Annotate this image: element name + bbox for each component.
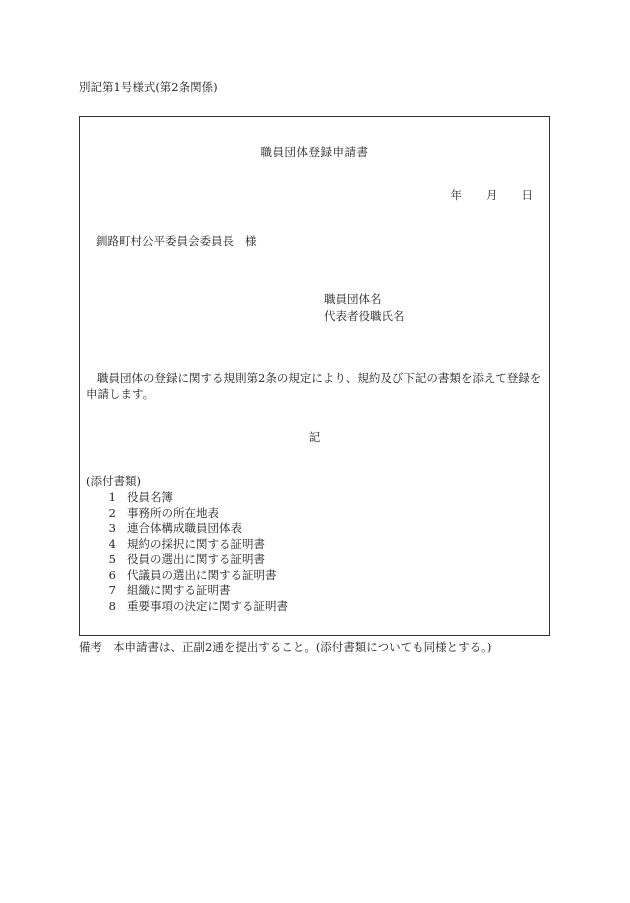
date-month: 月 <box>486 188 498 202</box>
list-item: 6 代議員の選出に関する証明書 <box>108 567 277 582</box>
attachments-section <box>86 474 288 614</box>
addressee-name: 釧路町村公平委員会委員長 <box>96 234 234 248</box>
date-line <box>451 188 534 204</box>
list-item: 7 組織に関する証明書 <box>108 583 231 597</box>
attachments-heading: (添付書類) <box>86 474 141 488</box>
list-item: 5 役員の選出に関する証明書 <box>108 552 265 566</box>
org-name-label: 職員団体名 <box>324 292 382 306</box>
list-item: 4 規約の採択に関する証明書 <box>108 536 265 551</box>
ki-heading: 記 <box>308 430 321 444</box>
applicant-block <box>324 292 405 326</box>
form-label: 別記第1号様式(第2条関係) <box>79 80 218 94</box>
addressee-honorific: 様 <box>245 234 257 248</box>
remarks-label: 備考 <box>79 640 102 654</box>
date-year: 年 <box>450 188 462 202</box>
document-title: 職員団体登録申請書 <box>260 145 369 159</box>
attachments-list <box>86 490 288 614</box>
remarks-text: 本申請書は、正副2通を提出すること。(添付書類についても同様とする。) <box>113 640 492 654</box>
list-item: 1 役員名簿 <box>108 490 173 504</box>
representative-label: 代表者役職氏名 <box>324 309 405 323</box>
list-item: 2 事務所の所在地表 <box>108 505 219 520</box>
application-form <box>79 116 550 636</box>
date-day: 日 <box>521 188 533 202</box>
list-item: 3 連合体構成職員団体表 <box>108 521 242 535</box>
remarks-note <box>79 640 491 656</box>
request-body: 職員団体の登録に関する規則第2条の規定により、規約及び下記の書類を添えて登録を申請します。 <box>86 371 542 401</box>
list-item: 8 重要事項の決定に関する証明書 <box>108 598 288 613</box>
addressee <box>96 234 257 250</box>
